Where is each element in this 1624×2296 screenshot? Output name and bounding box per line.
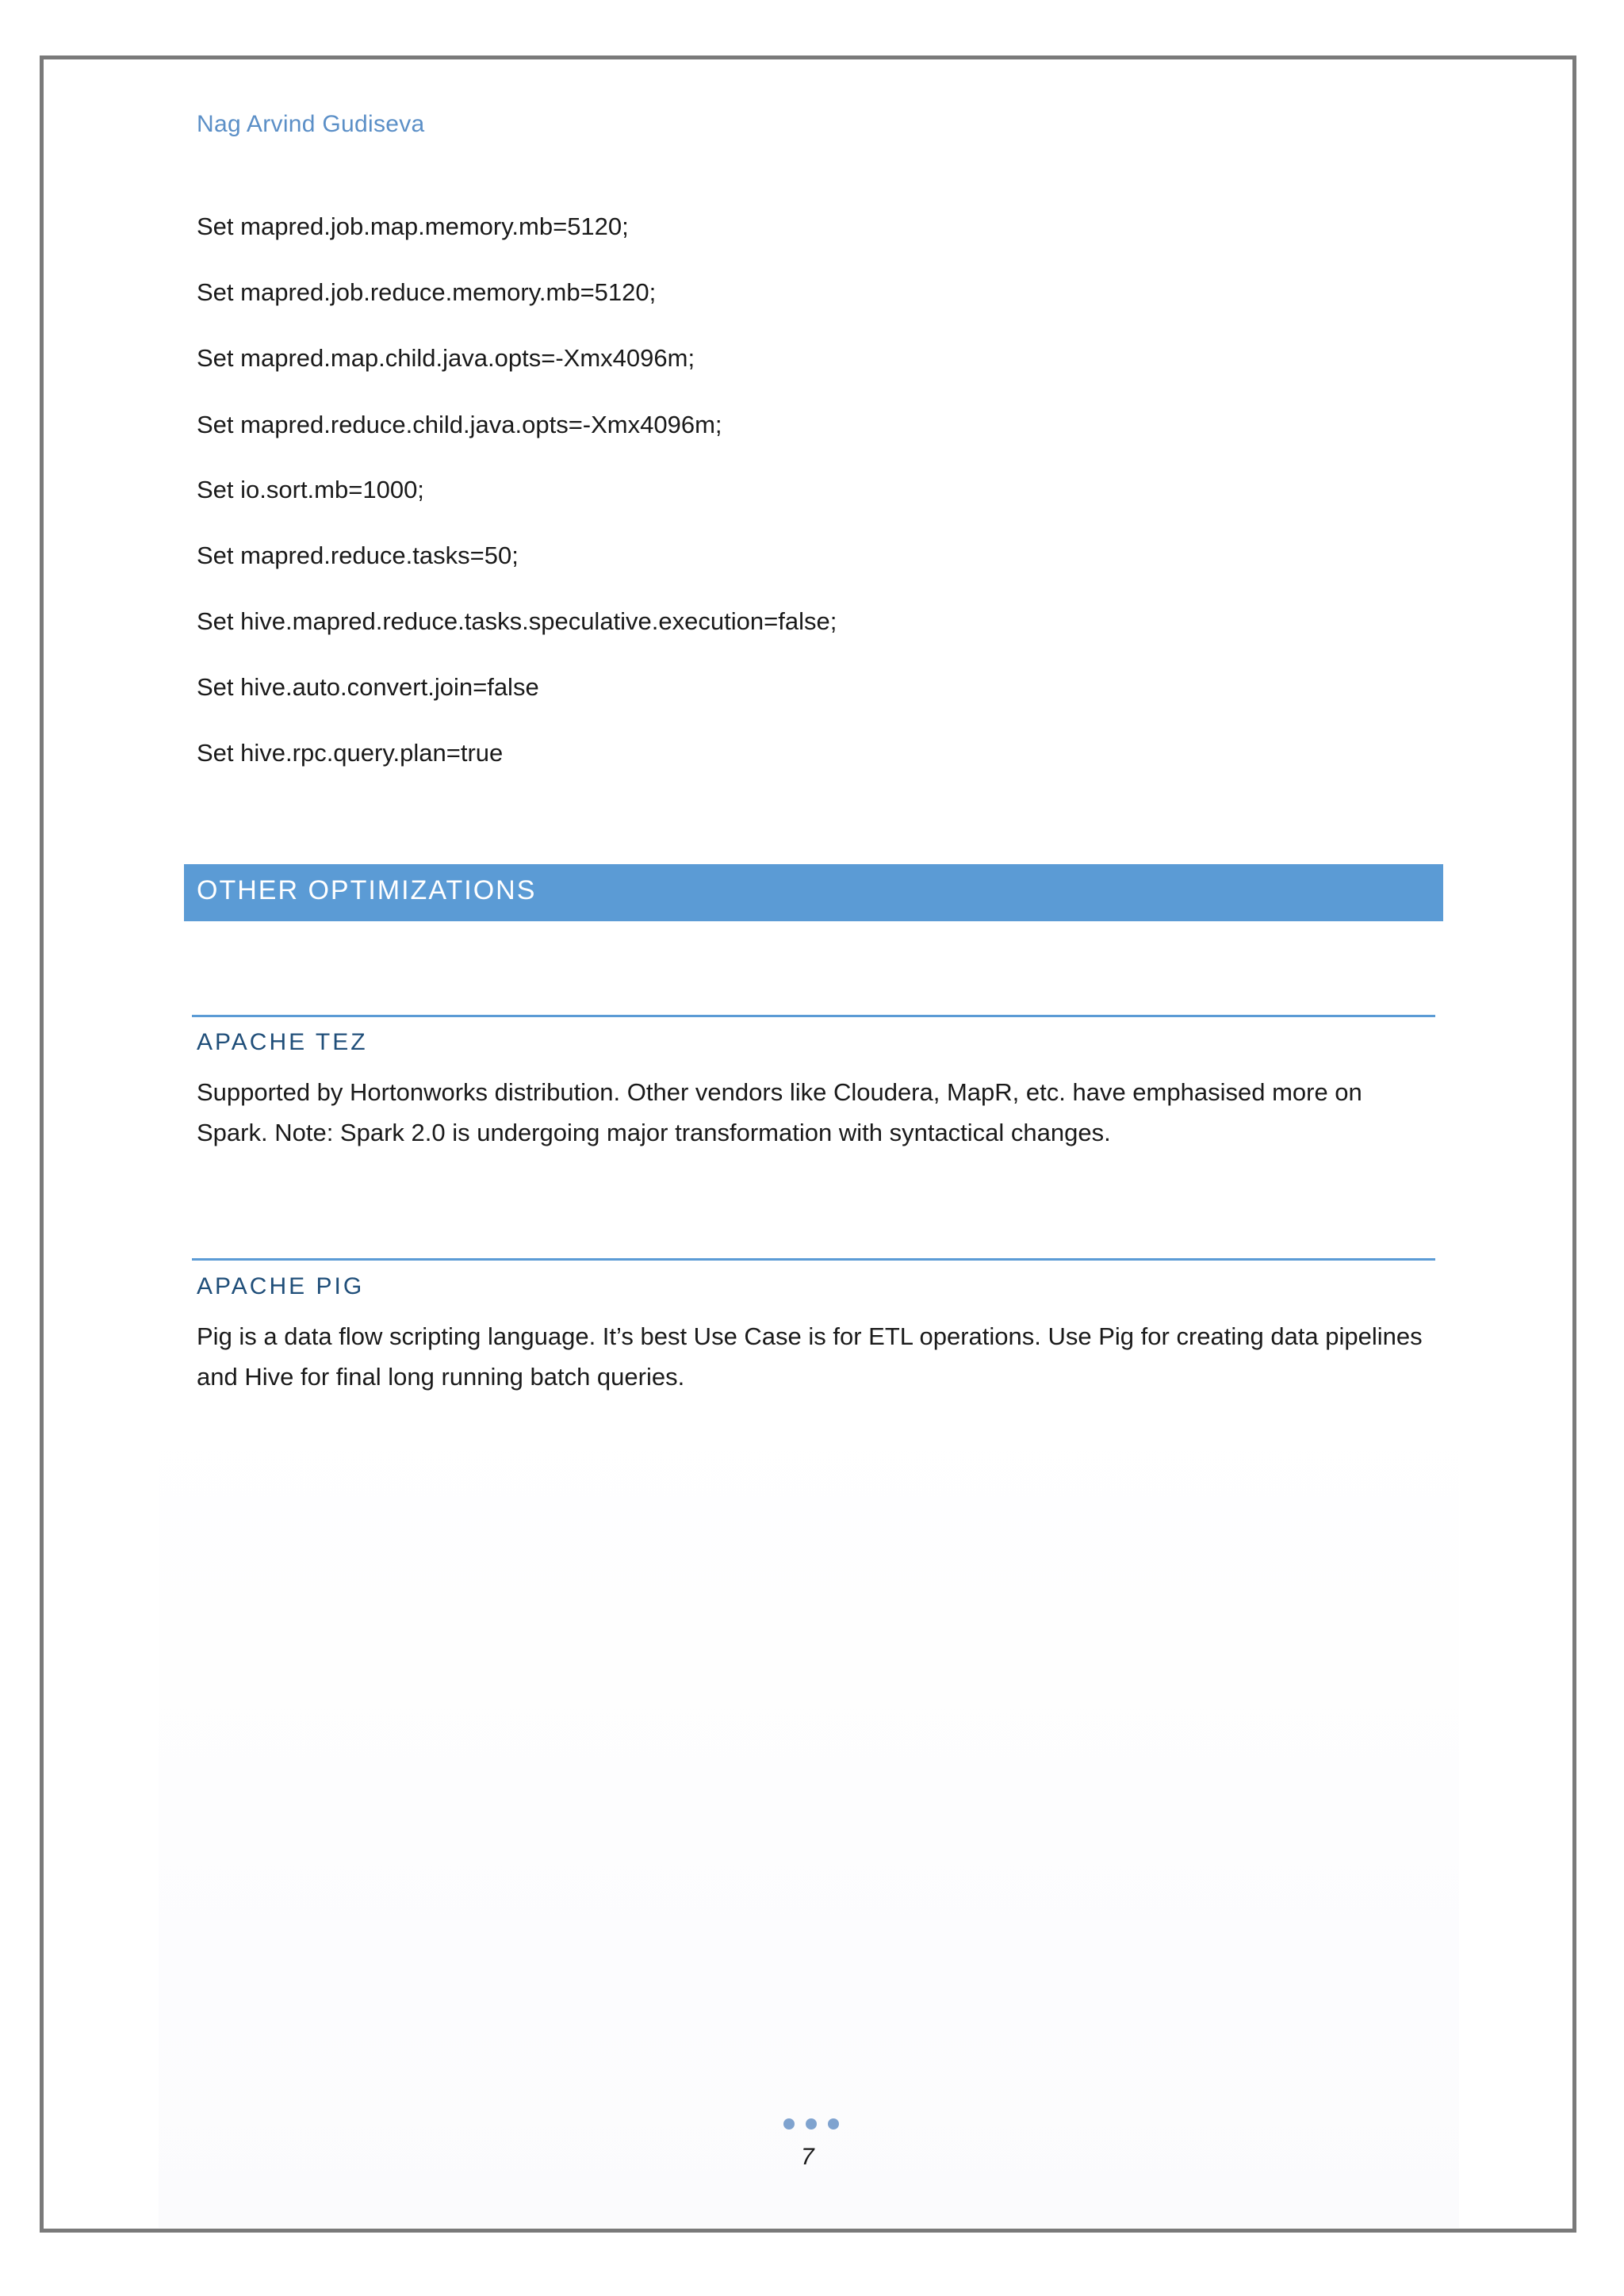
setting-line: Set hive.auto.convert.join=false: [197, 673, 539, 701]
footer-dot: [783, 2118, 795, 2130]
subsection-rule: [192, 1258, 1435, 1261]
footer-dots: [783, 2118, 839, 2130]
setting-line: Set mapred.reduce.child.java.opts=-Xmx4096m;: [197, 411, 722, 438]
section-heading-bar: [184, 864, 1443, 921]
subsection-rule: [192, 1015, 1435, 1017]
subsection-body-tez: Supported by Hortonworks distribution. Other vendors like Cloudera, MapR, etc. have emphasised more on Spark. Note: Spark 2.0 is undergoing major transformation with syntactical changes.: [197, 1078, 1362, 1146]
setting-line: Set mapred.reduce.tasks=50;: [197, 541, 519, 569]
setting-line: Set mapred.job.reduce.memory.mb=5120;: [197, 278, 657, 306]
footer-dot: [828, 2118, 839, 2130]
section-heading: OTHER OPTIMIZATIONS: [197, 875, 537, 905]
subsection-body-pig: Pig is a data flow scripting language. It’s best Use Case is for ETL operations. Use Pig for creating data pipelines and Hive for final long running batch queries.: [197, 1322, 1423, 1391]
setting-line: Set hive.rpc.query.plan=true: [197, 739, 504, 767]
setting-line: Set mapred.job.map.memory.mb=5120;: [197, 212, 629, 240]
page-number: 7: [801, 2144, 814, 2170]
setting-line: Set hive.mapred.reduce.tasks.speculative.execution=false;: [197, 607, 837, 635]
setting-line: Set io.sort.mb=1000;: [197, 476, 424, 503]
page-background: [159, 1395, 1459, 2228]
subsection-heading-tez: APACHE TEZ: [197, 1029, 368, 1055]
author-header: Nag Arvind Gudiseva: [197, 111, 425, 137]
subsection-heading-pig: APACHE PIG: [197, 1273, 365, 1299]
setting-line: Set mapred.map.child.java.opts=-Xmx4096m;: [197, 344, 695, 372]
footer-dot: [806, 2118, 817, 2130]
